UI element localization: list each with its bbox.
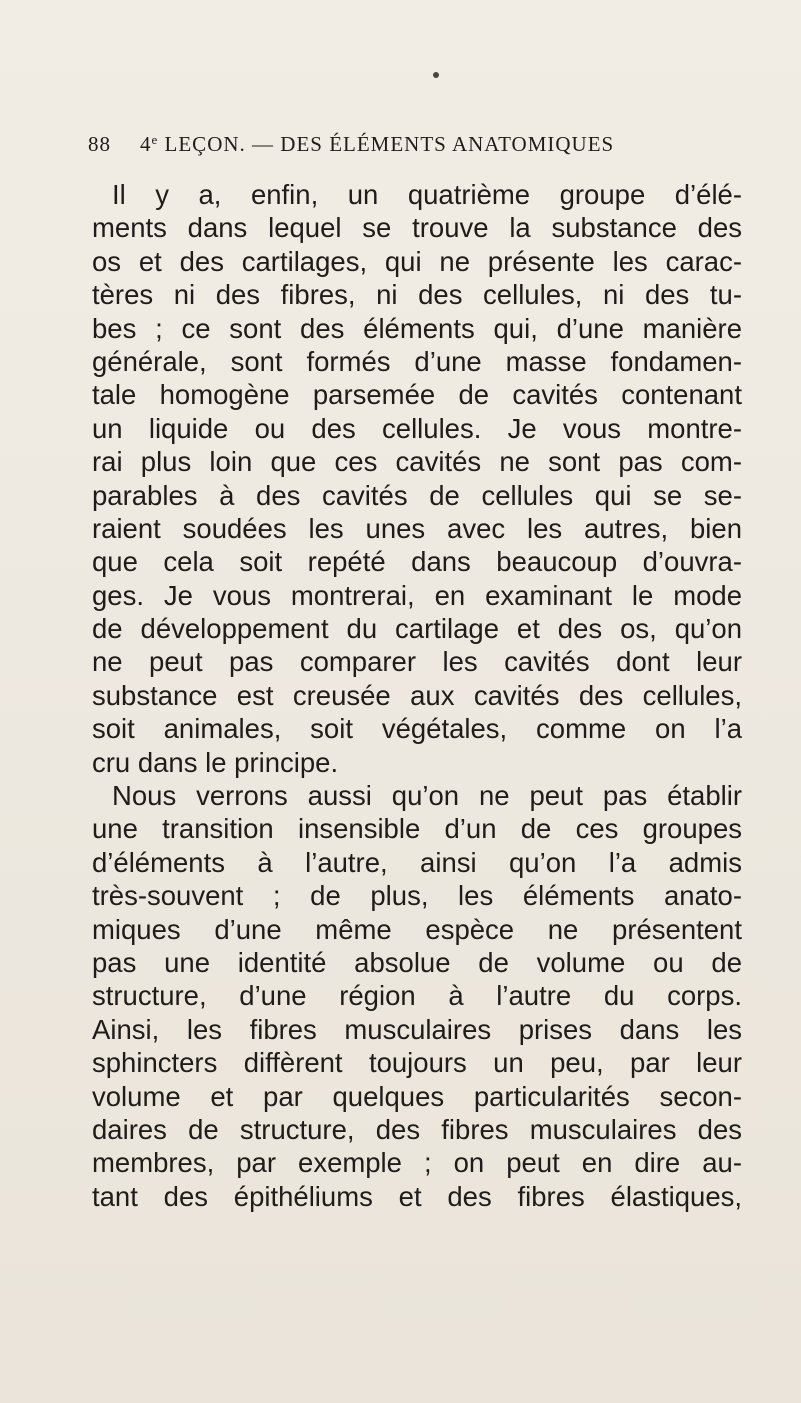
text-line: ne peut pas comparer les cavités dont leur — [92, 646, 742, 678]
lecon-number: 4 — [140, 132, 152, 156]
lecon-superscript: e — [151, 132, 159, 147]
text-line: Il y a, enfin, un quatrième groupe d’élé- — [112, 179, 742, 210]
text-line: daires de structure, des fibres musculaires des — [92, 1113, 742, 1145]
text-line: de développement du cartilage et des os, qu’on — [92, 613, 742, 645]
text-line: un liquide ou des cellules. Je vous montre- — [92, 412, 742, 444]
text-line: d’éléments à l’autre, ainsi qu’on l’a admis — [92, 846, 742, 878]
text-line: membres, par exemple ; on peut en dire au- — [92, 1147, 742, 1179]
text-line: soit animales, soit végétales, comme on l’a — [92, 713, 742, 745]
text-line: générale, sont formés d’une masse fondamen- — [92, 345, 742, 377]
text-line: ments dans lequel se trouve la substance des — [92, 212, 742, 244]
text-line: très-souvent ; de plus, les éléments anato- — [92, 880, 742, 912]
text-line: tant des épithéliums et des fibres élastiques, — [92, 1180, 742, 1212]
ink-speck — [433, 72, 439, 78]
text-line: ges. Je vous montrerai, en examinant le mode — [92, 579, 742, 611]
text-line: substance est creusée aux cavités des cellules, — [92, 679, 742, 711]
text-line: structure, d’une région à l’autre du corps. — [92, 980, 742, 1012]
text-line: os et des cartilages, qui ne présente les carac- — [92, 245, 742, 277]
text-line: miques d’une même espèce ne présentent — [92, 913, 742, 945]
text-line: parables à des cavités de cellules qui se se- — [92, 479, 742, 511]
lecon-title: LEÇON. — DES ÉLÉMENTS ANATOMIQUES — [158, 132, 615, 156]
body-text — [92, 178, 742, 1213]
text-line: tale homogène parsemée de cavités contenant — [92, 379, 742, 411]
text-line: une transition insensible d’un de ces groupes — [92, 813, 742, 845]
text-line: cru dans le principe. — [92, 746, 339, 778]
text-line: raient soudées les unes avec les autres, bien — [92, 512, 742, 544]
text-line: Nous verrons aussi qu’on ne peut pas établir — [112, 780, 742, 812]
text-line: Ainsi, les fibres musculaires prises dans les — [92, 1013, 742, 1045]
text-line: tères ni des fibres, ni des cellules, ni des tu- — [92, 279, 742, 311]
running-title — [140, 132, 614, 157]
page-number: 88 — [88, 132, 111, 156]
text-line: rai plus loin que ces cavités ne sont pas com- — [92, 446, 742, 478]
text-line: bes ; ce sont des éléments qui, d’une manière — [92, 312, 742, 344]
text-line: sphincters diffèrent toujours un peu, par leur — [92, 1047, 742, 1079]
text-line: pas une identité absolue de volume ou de — [92, 946, 742, 978]
text-line: volume et par quelques particularités secon- — [92, 1080, 742, 1112]
running-header — [88, 132, 728, 162]
text-line: que cela soit repété dans beaucoup d’ouvra- — [92, 546, 742, 578]
